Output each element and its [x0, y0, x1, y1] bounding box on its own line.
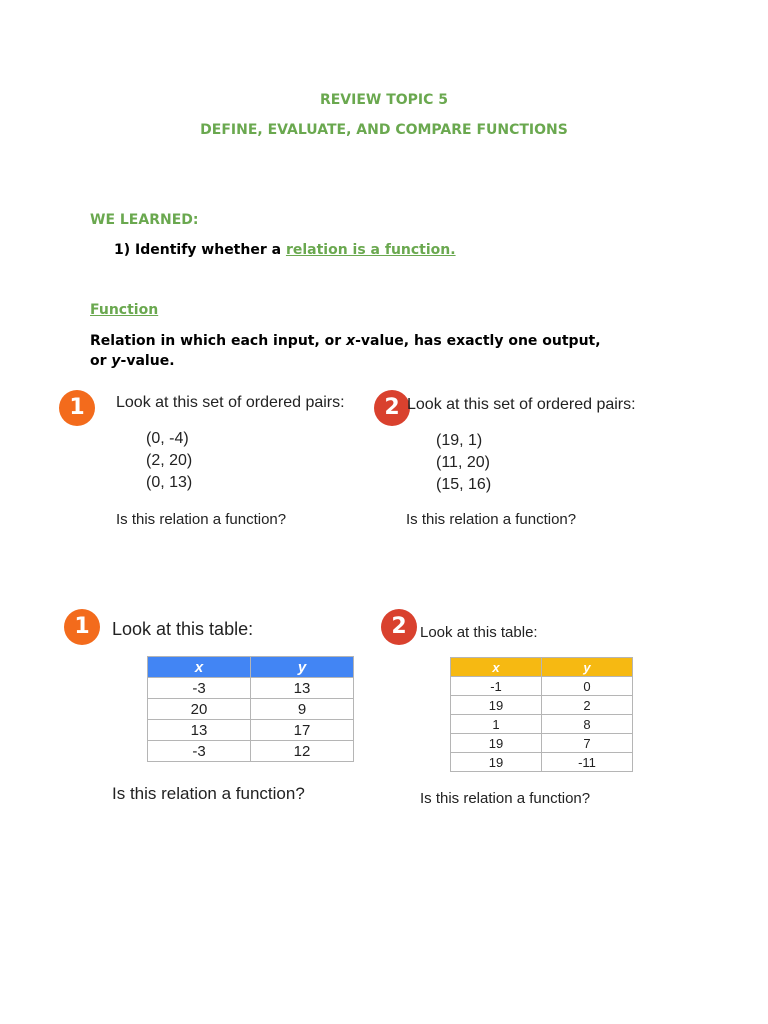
definition-term: Function	[90, 302, 159, 318]
ordered-pair: (0, -4)	[146, 430, 189, 447]
table-cell: -11	[542, 753, 633, 772]
table-header-x: x	[148, 657, 251, 678]
table-question-2: Is this relation a function?	[420, 790, 591, 807]
badge-number-1-icon: 1	[64, 609, 100, 645]
table-cell: 1	[451, 715, 542, 734]
table-prompt-1: Look at this table:	[112, 619, 254, 639]
badge-number-2-icon: 2	[374, 390, 410, 426]
ordered-pair: (15, 16)	[436, 476, 492, 493]
table-cell: 7	[542, 734, 633, 753]
table-cell: 20	[148, 699, 251, 720]
table-prompt-2: Look at this table:	[420, 624, 538, 641]
table-cell: 17	[251, 720, 354, 741]
table-cell: 13	[148, 720, 251, 741]
table-row	[148, 720, 354, 741]
ordered-pair: (11, 20)	[436, 454, 490, 471]
table-cell: 19	[451, 696, 542, 715]
relation-function-link[interactable]: relation is a function.	[285, 242, 456, 258]
table-1	[147, 656, 354, 762]
ordered-pair: (2, 20)	[146, 452, 193, 469]
table-header-y: y	[542, 658, 633, 677]
table-cell: 19	[451, 734, 542, 753]
table-header-row	[148, 657, 354, 678]
learned-heading: WE LEARNED:	[90, 212, 199, 228]
ordered-pair: (0, 13)	[146, 474, 193, 491]
learned-item	[114, 242, 456, 258]
table-row	[451, 753, 633, 772]
pairs-question-2: Is this relation a function?	[406, 511, 577, 528]
table-row	[451, 696, 633, 715]
definition-line-2: or y-value.	[90, 353, 175, 369]
table-cell: 19	[451, 753, 542, 772]
learned-item-text: 1) Identify whether a	[114, 242, 286, 258]
table-2	[450, 657, 633, 772]
badge-number-2-icon: 2	[381, 609, 417, 645]
pairs-prompt-1: Look at this set of ordered pairs:	[116, 394, 345, 411]
table-row	[451, 677, 633, 696]
definition-line-1: Relation in which each input, or x-value, has exactly one output,	[90, 333, 601, 349]
table-cell: -3	[148, 741, 251, 762]
table-cell: 13	[251, 678, 354, 699]
table-header-y: y	[251, 657, 354, 678]
ordered-pair: (19, 1)	[436, 432, 483, 449]
table-row	[451, 715, 633, 734]
pairs-question-1: Is this relation a function?	[116, 511, 287, 528]
pairs-prompt-2: Look at this set of ordered pairs:	[407, 396, 636, 413]
definition-text	[90, 331, 601, 371]
table-cell: 2	[542, 696, 633, 715]
table-cell: 9	[251, 699, 354, 720]
table-row	[148, 678, 354, 699]
table-header-x: x	[451, 658, 542, 677]
table-cell: -3	[148, 678, 251, 699]
page-subtitle: DEFINE, EVALUATE, AND COMPARE FUNCTIONS	[200, 122, 568, 138]
page-title: REVIEW TOPIC 5	[319, 92, 449, 108]
table-row	[148, 741, 354, 762]
pairs-list-1	[146, 428, 192, 494]
table-row	[148, 699, 354, 720]
table-cell: -1	[451, 677, 542, 696]
table-row	[451, 734, 633, 753]
table-cell: 0	[542, 677, 633, 696]
table-header-row	[451, 658, 633, 677]
table-cell: 8	[542, 715, 633, 734]
pairs-list-2	[436, 430, 491, 496]
table-cell: 12	[251, 741, 354, 762]
badge-number-1-icon: 1	[59, 390, 95, 426]
table-question-1: Is this relation a function?	[112, 784, 305, 803]
